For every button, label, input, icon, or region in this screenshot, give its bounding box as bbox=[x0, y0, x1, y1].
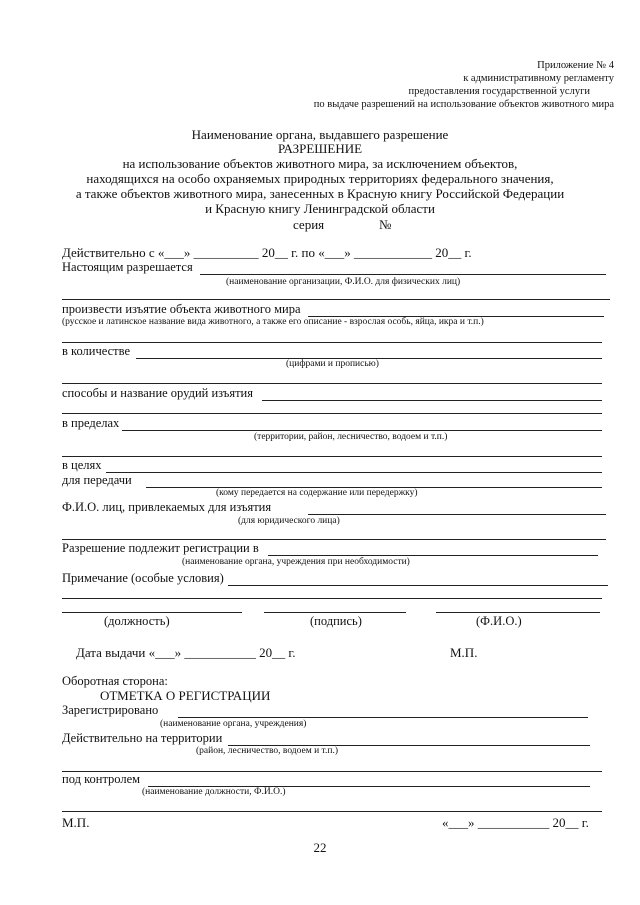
permitted-label: Настоящим разрешается bbox=[62, 260, 193, 274]
extract-label: произвести изъятие объекта животного мира bbox=[62, 302, 301, 316]
annex-line-4: по выдаче разрешений на использование объектов животного мира bbox=[313, 99, 614, 110]
reverse-date: «___» ___________ 20__ г. bbox=[442, 815, 589, 830]
reverse-side-label: Оборотная сторона: bbox=[62, 674, 168, 688]
stamp-place-reverse: М.П. bbox=[62, 815, 90, 830]
blank-line-7 bbox=[62, 598, 602, 599]
persons-hint: (для юридического лица) bbox=[238, 516, 340, 526]
stamp-place-front: М.П. bbox=[450, 645, 478, 660]
territory-hint: (район, лесничество, водоем и т.п.) bbox=[196, 746, 338, 756]
extract-hint: (русское и латинское название вида животного, а также его описание - взрослая особь, яйца, икра и т.п.) bbox=[62, 317, 484, 327]
purpose-label: в целях bbox=[62, 458, 102, 472]
blank-line-6 bbox=[62, 539, 606, 540]
organ-name-caption: Наименование органа, выдавшего разрешение bbox=[191, 127, 449, 142]
document-title: РАЗРЕШЕНИЕ bbox=[277, 141, 363, 156]
annex-line-1: Приложение № 4 bbox=[537, 60, 614, 71]
persons-line bbox=[308, 514, 606, 515]
issue-date: Дата выдачи «___» ___________ 20__ г. bbox=[76, 645, 296, 660]
registration-label: Разрешение подлежит регистрации в bbox=[62, 541, 259, 555]
note-label: Примечание (особые условия) bbox=[62, 571, 224, 585]
subtitle-line-1: на использование объектов животного мира, за исключением объектов, bbox=[122, 156, 518, 171]
blank-line-9 bbox=[62, 811, 602, 812]
quantity-label: в количестве bbox=[62, 344, 131, 358]
control-hint: (наименование должности, Ф.И.О.) bbox=[142, 787, 286, 797]
permitted-line bbox=[200, 274, 606, 275]
annex-line-2: к административному регламенту bbox=[463, 73, 614, 84]
number-label: № bbox=[379, 217, 392, 232]
registered-line bbox=[178, 717, 588, 718]
subtitle-line-2: находящихся на особо охраняемых природных территориях федерального значения, bbox=[86, 171, 554, 186]
methods-line bbox=[262, 400, 602, 401]
blank-line-2 bbox=[62, 342, 602, 343]
annex-line-3: предоставления государственной услуги bbox=[408, 86, 590, 97]
note-line bbox=[228, 585, 608, 586]
page-number: 22 bbox=[313, 840, 327, 855]
series-label: серия bbox=[293, 217, 325, 232]
blank-line-3 bbox=[62, 383, 602, 384]
blank-line-1 bbox=[62, 299, 610, 300]
purpose-line bbox=[106, 472, 602, 473]
permitted-hint: (наименование организации, Ф.И.О. для физических лиц) bbox=[226, 277, 461, 287]
registration-line bbox=[268, 555, 598, 556]
signature-caption: (подпись) bbox=[310, 614, 362, 628]
subtitle-line-4: и Красную книгу Ленинградской области bbox=[205, 201, 435, 216]
registration-hint: (наименование органа, учреждения при необходимости) bbox=[182, 557, 410, 567]
transfer-hint: (кому передается на содержание или передержку) bbox=[216, 488, 418, 498]
fio-line bbox=[436, 612, 600, 613]
registered-hint: (наименование органа, учреждения) bbox=[160, 719, 307, 729]
blank-line-5 bbox=[62, 456, 602, 457]
validity-period: Действительно с «___» __________ 20__ г. по «___» ____________ 20__ г. bbox=[62, 245, 472, 260]
within-hint: (территории, район, лесничество, водоем и т.п.) bbox=[254, 432, 448, 442]
subtitle-line-3: а также объектов животного мира, занесенных в Красную книгу Российской Федерации bbox=[75, 186, 565, 201]
within-label: в пределах bbox=[62, 416, 120, 430]
transfer-label: для передачи bbox=[62, 473, 132, 487]
registration-mark-title: ОТМЕТКА О РЕГИСТРАЦИИ bbox=[100, 688, 271, 703]
blank-line-4 bbox=[62, 413, 602, 414]
blank-line-8 bbox=[62, 771, 602, 772]
territory-label: Действительно на территории bbox=[62, 731, 223, 745]
position-line bbox=[62, 612, 242, 613]
persons-label: Ф.И.О. лиц, привлекаемых для изъятия bbox=[62, 500, 272, 514]
position-caption: (должность) bbox=[104, 614, 170, 628]
methods-label: способы и название орудий изъятия bbox=[62, 386, 253, 400]
within-line bbox=[122, 430, 602, 431]
fio-caption: (Ф.И.О.) bbox=[476, 614, 522, 628]
registered-label: Зарегистрировано bbox=[62, 703, 159, 717]
quantity-hint: (цифрами и прописью) bbox=[286, 359, 379, 369]
control-label: под контролем bbox=[62, 772, 141, 786]
signature-line bbox=[264, 612, 406, 613]
